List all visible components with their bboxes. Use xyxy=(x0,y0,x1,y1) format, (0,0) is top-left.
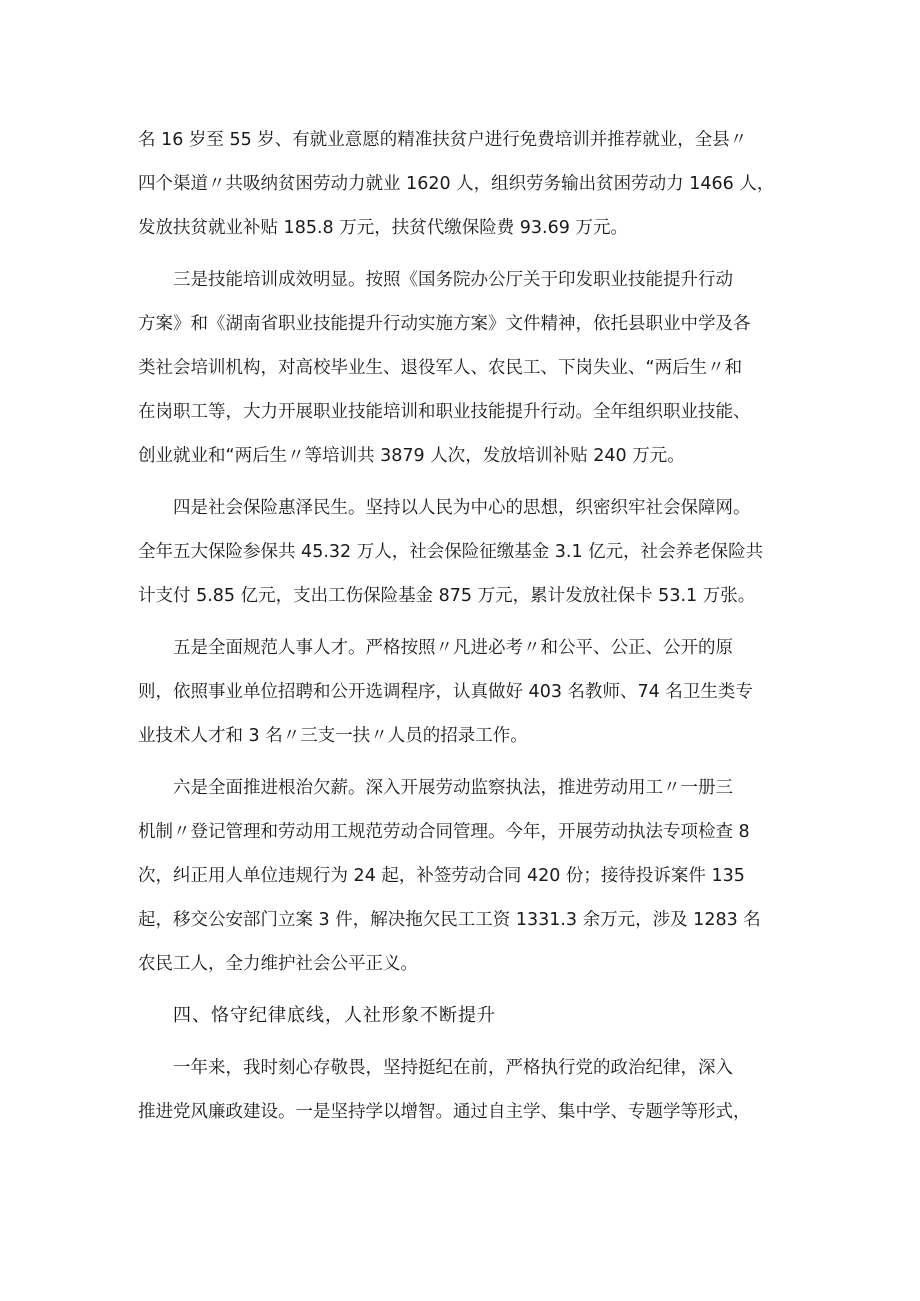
text-line: 农民工人，全力维护社会公平正义。 xyxy=(138,954,418,974)
text-line: 次，纠正用人单位违规行为 24 起，补签劳动合同 420 份；接待投诉案件 135 xyxy=(138,866,745,886)
paragraph-personnel xyxy=(138,626,798,758)
text-line: 四是社会保险惠泽民生。坚持以人民为中心的思想，织密织牢社会保障网。 xyxy=(173,498,751,518)
paragraph-skills-training xyxy=(138,258,798,478)
text-line: 全年五大保险参保共 45.32 万人，社会保险征缴基金 3.1 亿元，社会养老保险共 xyxy=(138,542,764,562)
text-line: 机制〃登记管理和劳动用工规范劳动合同管理。今年，开展劳动执法专项检查 8 xyxy=(138,822,750,842)
paragraph-poverty-employment xyxy=(138,118,798,250)
text-line: 方案》和《湖南省职业技能提升行动实施方案》文件精神，依托县职业中学及各 xyxy=(138,314,751,334)
text-line: 三是技能培训成效明显。按照《国务院办公厅关于印发职业技能提升行动 xyxy=(173,270,733,290)
text-line: 类社会培训机构，对高校毕业生、退役军人、农民工、下岗失业、“两后生〃和 xyxy=(138,358,743,378)
document-body xyxy=(138,118,798,1134)
text-line: 发放扶贫就业补贴 185.8 万元，扶贫代缴保险费 93.69 万元。 xyxy=(138,218,628,238)
paragraph-social-insurance xyxy=(138,486,798,618)
paragraph-discipline xyxy=(138,1046,798,1134)
text-line: 业技术人才和 3 名〃三支一扶〃人员的招录工作。 xyxy=(138,726,528,746)
text-line: 起，移交公安部门立案 3 件，解决拖欠民工工资 1331.3 余万元，涉及 1283 名 xyxy=(138,910,761,930)
text-line: 六是全面推进根治欠薪。深入开展劳动监察执法，推进劳动用工〃一册三 xyxy=(173,778,733,798)
text-line: 五是全面规范人事人才。严格按照〃凡进必考〃和公平、公正、公开的原 xyxy=(173,638,733,658)
section-heading: 四、恪守纪律底线，人社形象不断提升 xyxy=(173,1005,496,1026)
text-line: 创业就业和“两后生〃等培训共 3879 人次，发放培训补贴 240 万元。 xyxy=(138,446,685,466)
text-line: 则，依照事业单位招聘和公开选调程序，认真做好 403 名教师、74 名卫生类专 xyxy=(138,682,753,702)
text-line: 推进党风廉政建设。一是坚持学以增智。通过自主学、集中学、专题学等形式， xyxy=(138,1102,751,1122)
text-line: 名 16 岁至 55 岁、有就业意愿的精准扶贫户进行免费培训并推荐就业，全县〃 xyxy=(138,130,748,150)
text-line: 四个渠道〃共吸纳贫困劳动力就业 1620 人，组织劳务输出贫困劳动力 1466 人， xyxy=(138,174,775,194)
text-line: 计支付 5.85 亿元，支出工伤保险基金 875 万元，累计发放社保卡 53.1 万张。 xyxy=(138,586,756,606)
paragraph-wage-arrears xyxy=(138,766,798,986)
text-line: 一年来，我时刻心存敬畏，坚持挺纪在前，严格执行党的政治纪律，深入 xyxy=(173,1058,733,1078)
text-line: 在岗职工等，大力开展职业技能培训和职业技能提升行动。全年组织职业技能、 xyxy=(138,402,751,422)
